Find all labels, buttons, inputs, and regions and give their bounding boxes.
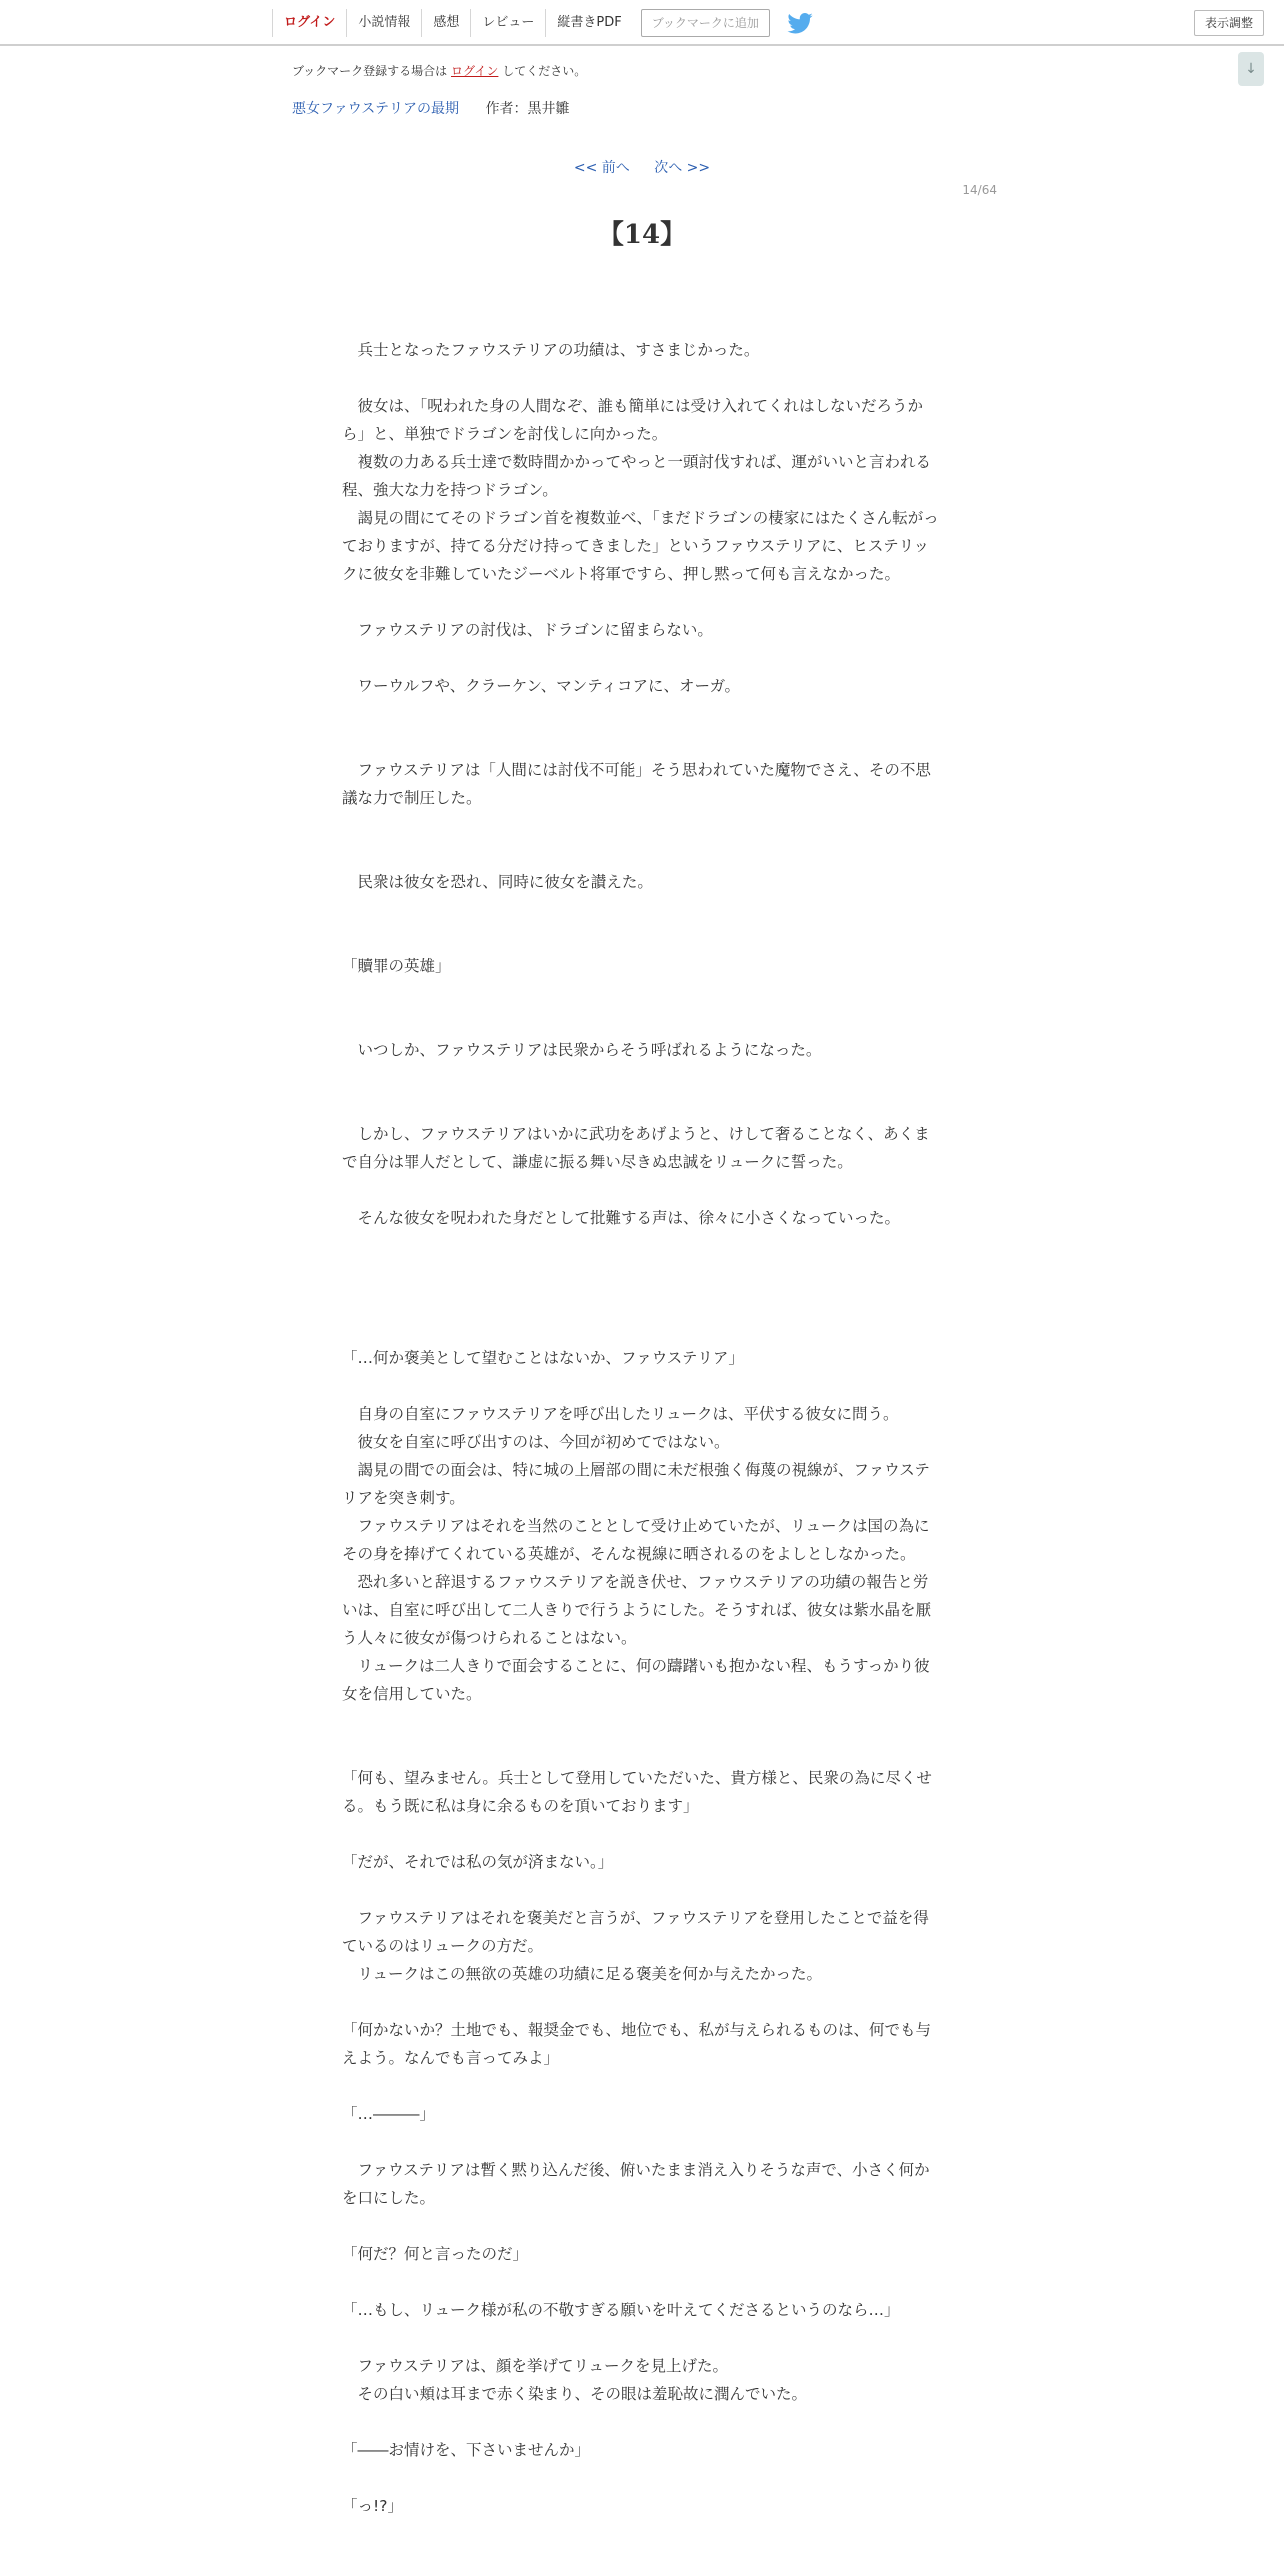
blank-line <box>342 364 942 392</box>
body-paragraph: 彼女を自室に呼び出すのは、今回が初めてではない。 <box>342 1433 730 1451</box>
blank-line <box>342 644 942 672</box>
blank-line <box>342 980 942 1008</box>
blank-line <box>342 2072 942 2100</box>
author-name: 作者：黒井雛 <box>485 101 570 117</box>
blank-line <box>342 1316 942 1344</box>
body-paragraph: 「――お情けを、下さいませんか」 <box>342 2441 591 2459</box>
next-chapter-link[interactable]: 次へ >> <box>654 160 711 176</box>
body-paragraph: ファウステリアは、顔を挙げてリュークを見上げた。 <box>342 2357 728 2375</box>
body-paragraph: 「何も、望みません。兵士として登用していただいた、貴方様と、民衆の為に尽くせる。もう既に私は身に余るものを頂いております」 <box>342 1769 932 1815</box>
body-paragraph: ファウステリアの討伐は、ドラゴンに留まらない。 <box>342 621 713 639</box>
body-paragraph: いつしか、ファウステリアは民衆からそう呼ばれるようになった。 <box>342 1041 822 1059</box>
body-paragraph: しかし、ファウステリアはいかに武功をあげようと、けして奢ることなく、あくまで自分は罪人だとして、謙虚に振る舞い尽きぬ忠誠をリュークに誓った。 <box>342 1125 930 1171</box>
blank-line <box>342 1232 942 1260</box>
blank-line <box>342 2464 942 2492</box>
blank-line <box>342 2128 942 2156</box>
body-paragraph: 謁見の間での面会は、特に城の上層部の間に未だ根強く侮蔑の視線が、ファウステリアを突き刺す。 <box>342 1461 930 1507</box>
blank-line <box>342 924 942 952</box>
body-paragraph: 複数の力ある兵士達で数時間かかってやっと一頭討伐すれば、運がいいと言われる程、強大な力を持つドラゴン。 <box>342 453 932 499</box>
scroll-down-button[interactable]: ↓ <box>1238 52 1264 86</box>
nav-novel-info-link[interactable]: 小説情報 <box>346 9 421 37</box>
blank-line <box>342 588 942 616</box>
body-paragraph: そんな彼女を呪われた身だとして批難する声は、徐々に小さくなっていった。 <box>342 1209 901 1227</box>
blank-line <box>342 1820 942 1848</box>
body-paragraph: 兵士となったファウステリアの功績は、すさまじかった。 <box>342 341 760 359</box>
twitter-icon[interactable] <box>786 11 814 35</box>
prev-chapter-link[interactable]: << 前へ <box>573 160 630 176</box>
body-paragraph: 「何かないか？土地でも、報奨金でも、地位でも、私が与えられるものは、何でも与えよう。なんでも言ってみよ」 <box>342 2021 932 2067</box>
blank-line <box>342 1008 942 1036</box>
blank-line <box>342 840 942 868</box>
display-adjust-button[interactable]: 表示調整 <box>1194 10 1264 36</box>
blank-line <box>342 896 942 924</box>
body-paragraph: 「だが、それでは私の気が済まない。」 <box>342 1853 614 1871</box>
nav-login-link[interactable]: ログイン <box>272 9 346 37</box>
body-paragraph: ファウステリアは暫く黙り込んだ後、俯いたまま消え入りそうな声で、小さく何かを口にした。 <box>342 2161 930 2207</box>
twitter-bird-icon <box>787 13 813 34</box>
body-paragraph: リュークは二人きりで面会することに、何の躊躇いも抱かない程、もうすっかり彼女を信用していた。 <box>342 1657 930 1703</box>
blank-line <box>342 1372 942 1400</box>
blank-line <box>342 1988 942 2016</box>
body-paragraph: 謁見の間にてそのドラゴン首を複数並べ、「まだドラゴンの棲家にはたくさん転がっておりますが、持てる分だけ持ってきました」というファウステリアに、ヒステリックに彼女を非難していたジーベルト将軍ですら、押し黙って何も言えなかった。 <box>342 509 939 583</box>
nav-review-link[interactable]: レビュー <box>470 9 545 37</box>
body-paragraph: その白い頬は耳まで赤く染まり、その眼は羞恥故に潤んでいた。 <box>342 2385 808 2403</box>
top-navigation-bar <box>0 0 1284 46</box>
body-paragraph: 恐れ多いと辞退するファウステリアを説き伏せ、ファウステリアの功績の報告と労いは、自室に呼び出して二人きりで行うようにした。そうすれば、彼女は紫水晶を厭う人々に彼女が傷つけられることはない。 <box>342 1573 932 1647</box>
body-paragraph: 「贖罪の英雄」 <box>342 957 451 975</box>
nav-vertical-pdf-link[interactable]: 縦書きPDF <box>545 9 632 37</box>
blank-line <box>342 2212 942 2240</box>
notice-login-link[interactable]: ログイン <box>451 64 499 78</box>
body-paragraph: 「…もし、リューク様が私の不敬すぎる願いを叶えてくださるというのなら…」 <box>342 2301 900 2319</box>
blank-line <box>342 2268 942 2296</box>
novel-body-text <box>342 308 942 2520</box>
blank-line <box>342 1092 942 1120</box>
body-paragraph: ワーウルフや、クラーケン、マンティコアに、オーガ。 <box>342 677 741 695</box>
chapter-pager <box>0 157 1284 177</box>
body-paragraph: ファウステリアはそれを当然のこととして受け止めていたが、リュークは国の為にその身を捧げてくれている英雄が、そんな視線に晒されるのをよしとしなかった。 <box>342 1517 930 1563</box>
work-info <box>292 98 569 118</box>
body-paragraph: 彼女は、「呪われた身の人間なぞ、誰も簡単には受け入れてくれはしないだろうから」と、単独でドラゴンを討伐しに向かった。 <box>342 397 923 443</box>
chapter-title: 【14】 <box>597 220 687 250</box>
blank-line <box>342 728 942 756</box>
notice-prefix: ブックマーク登録する場合は <box>292 64 448 78</box>
work-title-link[interactable]: 悪女ファウステリアの最期 <box>292 101 460 117</box>
body-paragraph: 「…―――」 <box>342 2105 436 2123</box>
blank-line <box>342 1260 942 1288</box>
blank-line <box>342 1708 942 1736</box>
blank-line <box>342 700 942 728</box>
main-nav <box>272 0 814 46</box>
body-paragraph: 「何だ？何と言ったのだ」 <box>342 2245 529 2263</box>
body-paragraph: 「っ!?」 <box>342 2497 403 2515</box>
notice-suffix: してください。 <box>502 64 587 78</box>
blank-line <box>342 1064 942 1092</box>
blank-line <box>342 2324 942 2352</box>
blank-line <box>342 1876 942 1904</box>
body-paragraph: 民衆は彼女を恐れ、同時に彼女を讃えた。 <box>342 873 653 891</box>
blank-line <box>342 812 942 840</box>
chapter-counter: 14/64 <box>962 183 997 197</box>
nav-impressions-link[interactable]: 感想 <box>421 9 470 37</box>
bookmark-login-notice <box>292 62 586 79</box>
body-paragraph: リュークはこの無欲の英雄の功績に足る褒美を何か与えたかった。 <box>342 1965 823 1983</box>
blank-line <box>342 308 942 336</box>
blank-line <box>342 1176 942 1204</box>
blank-line <box>342 1288 942 1316</box>
body-paragraph: ファウステリアは「人間には討伐不可能」そう思われていた魔物でさえ、その不思議な力で制圧した。 <box>342 761 931 807</box>
blank-line <box>342 2408 942 2436</box>
body-paragraph: 自身の自室にファウステリアを呼び出したリュークは、平伏する彼女に問う。 <box>342 1405 899 1423</box>
blank-line <box>342 1736 942 1764</box>
body-paragraph: 「…何か褒美として望むことはないか、ファウステリア」 <box>342 1349 744 1367</box>
body-paragraph: ファウステリアはそれを褒美だと言うが、ファウステリアを登用したことで益を得ているのはリュークの方だ。 <box>342 1909 929 1955</box>
add-bookmark-button[interactable]: ブックマークに追加 <box>641 9 770 37</box>
